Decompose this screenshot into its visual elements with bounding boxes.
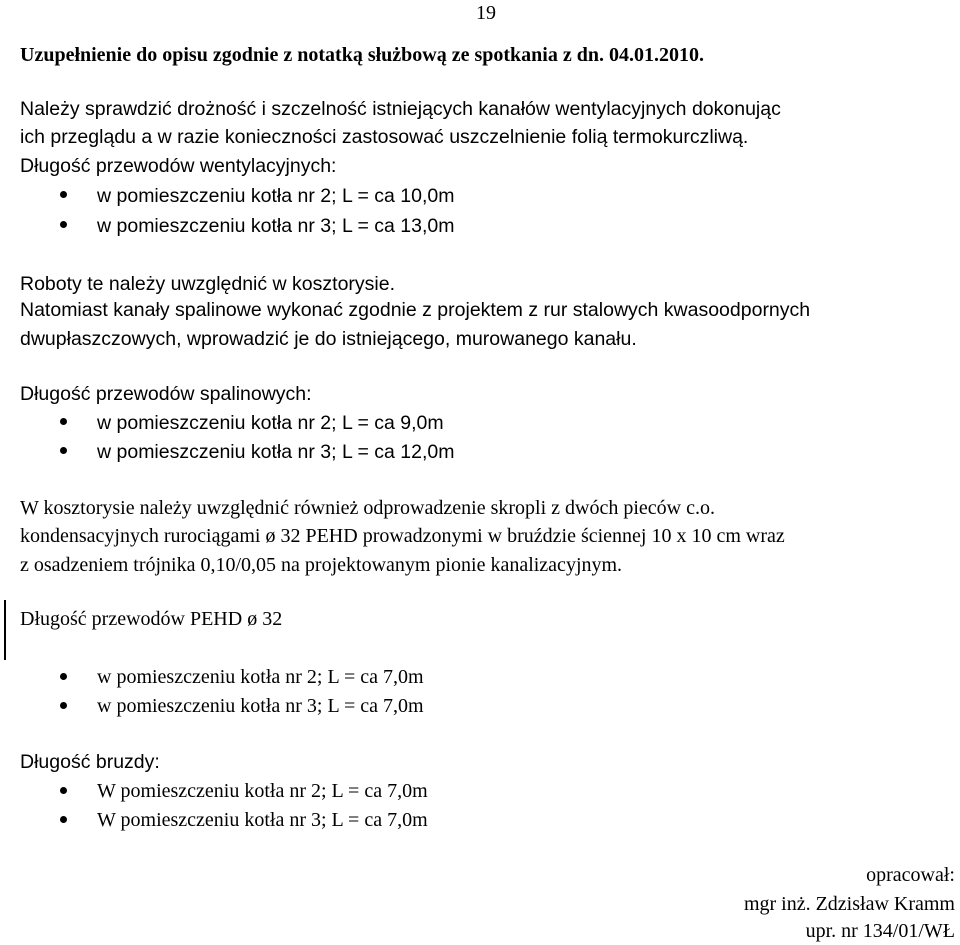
flue-paragraph-line-2: dwupłaszczowych, wprowadzić je do istniejącego, murowanego kanału. bbox=[20, 328, 637, 350]
groove-item-text: W pomieszczeniu kotła nr 2; L = ca 7,0m bbox=[97, 780, 428, 802]
groove-item bbox=[60, 809, 428, 831]
ventilation-title: Długość przewodów wentylacyjnych: bbox=[20, 155, 337, 177]
bullet-icon bbox=[60, 702, 67, 709]
bullet-icon bbox=[60, 191, 67, 198]
ventilation-item bbox=[60, 185, 455, 207]
ventilation-item-text: w pomieszczeniu kotła nr 3; L = ca 13,0m bbox=[97, 215, 455, 237]
condensate-line-3: z osadzeniem trójnika 0,10/0,05 na projektowanym pionie kanalizacyjnym. bbox=[20, 554, 623, 576]
condensate-line-1: W kosztorysie należy uwzględnić również odprowadzenie skropli z dwóch pieców c.o. bbox=[20, 497, 715, 519]
bullet-icon bbox=[60, 787, 67, 794]
condensate-line-2: kondensacyjnych rurociągami ø 32 PEHD prowadzonymi w bruździe ściennej 10 x 10 cm wraz bbox=[20, 525, 785, 547]
signature-label: opracował: bbox=[866, 864, 955, 886]
groove-item bbox=[60, 780, 428, 802]
bullet-icon bbox=[60, 673, 67, 680]
estimate-note: Roboty te należy uwzględnić w kosztorysie. bbox=[20, 273, 396, 295]
flue-item bbox=[60, 412, 444, 434]
groove-title: Długość bruzdy: bbox=[20, 751, 160, 773]
flue-item-text: w pomieszczeniu kotła nr 2; L = ca 9,0m bbox=[97, 412, 444, 434]
document-heading: Uzupełnienie do opisu zgodnie z notatką służbową ze spotkania z dn. 04.01.2010. bbox=[20, 44, 704, 66]
flue-title: Długość przewodów spalinowych: bbox=[20, 383, 312, 405]
pehd-item-text: w pomieszczeniu kotła nr 2; L = ca 7,0m bbox=[97, 666, 424, 688]
flue-item bbox=[60, 441, 455, 463]
pehd-item bbox=[60, 666, 424, 688]
intro-line-2: ich przeglądu a w razie konieczności zastosować uszczelnienie folią termokurczliwą. bbox=[20, 126, 749, 148]
pehd-item bbox=[60, 695, 424, 717]
bullet-icon bbox=[60, 816, 67, 823]
bullet-icon bbox=[60, 418, 67, 425]
signature-license: upr. nr 134/01/WŁ bbox=[805, 920, 955, 942]
pehd-item-text: w pomieszczeniu kotła nr 3; L = ca 7,0m bbox=[97, 695, 424, 717]
pehd-title: Długość przewodów PEHD ø 32 bbox=[20, 608, 283, 630]
ventilation-item-text: w pomieszczeniu kotła nr 2; L = ca 10,0m bbox=[97, 185, 455, 207]
signature-name: mgr inż. Zdzisław Kramm bbox=[743, 893, 955, 915]
groove-item-text: W pomieszczeniu kotła nr 3; L = ca 7,0m bbox=[97, 809, 428, 831]
bullet-icon bbox=[60, 221, 67, 228]
ventilation-item bbox=[60, 215, 455, 237]
intro-line-1: Należy sprawdzić drożność i szczelność istniejących kanałów wentylacyjnych dokonując bbox=[20, 98, 781, 120]
flue-paragraph-line-1: Natomiast kanały spalinowe wykonać zgodnie z projektem z rur stalowych kwasoodpornych bbox=[20, 299, 811, 321]
revision-bar bbox=[4, 600, 6, 660]
bullet-icon bbox=[60, 447, 67, 454]
page-number: 19 bbox=[476, 2, 496, 24]
flue-item-text: w pomieszczeniu kotła nr 3; L = ca 12,0m bbox=[97, 441, 455, 463]
